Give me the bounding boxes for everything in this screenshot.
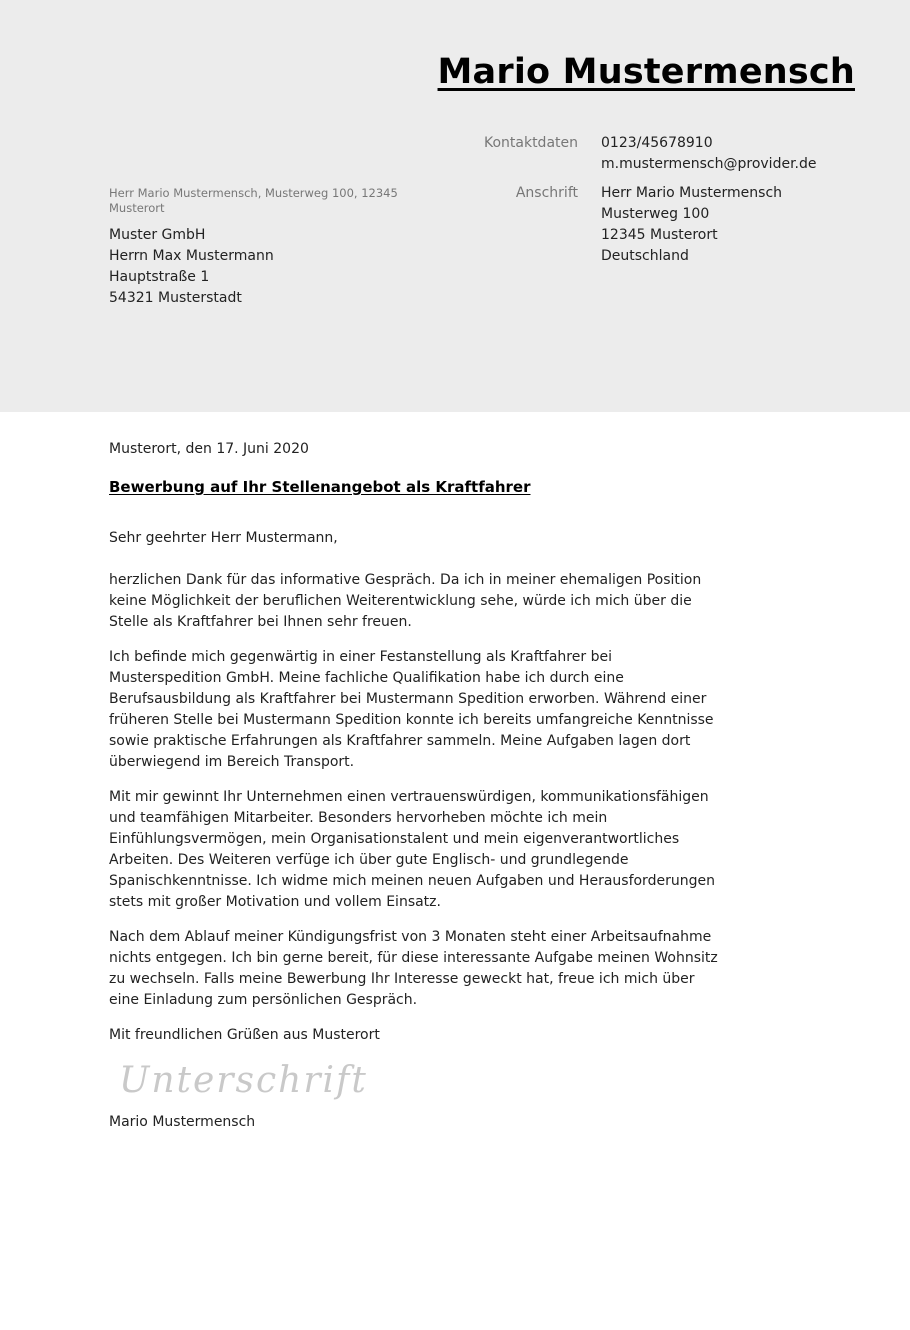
letter-date: Musterort, den 17. Juni 2020 xyxy=(109,441,309,457)
address-values xyxy=(601,183,782,267)
paragraph: Mit mir gewinnt Ihr Unternehmen einen vertrauenswürdigen, kommunikationsfähigen und teamfähigen Mitarbeiter. Besonders hervorheben möchte ich mein Einfühlungsvermögen, mein Organisationstalent und mein eigenverantwortliches Arbeiten. Des Weiteren verfüge ich über gute Englisch- und grundlegende Spanischkenntnisse. Ich widme mich meinen neuen Aufgaben und Herausforderungen stets mit großer Motivation und vollem Einsatz. xyxy=(109,789,715,910)
letter-subject: Bewerbung auf Ihr Stellenangebot als Kraftfahrer xyxy=(109,478,531,496)
phone-number: 0123/45678910 xyxy=(601,135,713,151)
address-line: Herr Mario Mustermensch xyxy=(601,185,783,201)
signer-name: Mario Mustermensch xyxy=(109,1114,256,1130)
sender-return-address: Herr Mario Mustermensch, Musterweg 100, 12345 Musterort xyxy=(109,186,398,215)
recipient-line: Muster GmbH xyxy=(109,227,206,243)
paragraph: Ich befinde mich gegenwärtig in einer Festanstellung als Kraftfahrer bei Musterspedition GmbH. Meine fachliche Qualifikation habe ich durch eine Berufsausbildung als Kraftfahrer bei Mustermann Spedition erworben. Während einer früheren Stelle bei Mustermann Spedition konnte ich bereits umfangreiche Kenntnisse sowie praktische Erfahrungen als Kraftfahrer sammeln. Meine Aufgaben lagen dort überwiegend im Bereich Transport. xyxy=(109,649,714,770)
address-line: 12345 Musterort xyxy=(601,227,718,243)
signature-placeholder: Unterschrift xyxy=(119,1060,368,1101)
paragraph: Nach dem Ablauf meiner Kündigungsfrist von 3 Monaten steht einer Arbeitsaufnahme nichts entgegen. Ich bin gerne bereit, für diese interessante Aufgabe meinen Wohnsitz zu wechseln. Falls meine Bewerbung Ihr Interesse geweckt hat, freue ich mich über eine Einladung zum persönlichen Gespräch. xyxy=(109,929,718,1008)
recipient-line: Hauptstraße 1 xyxy=(109,269,210,285)
contact-label: Kontaktdaten xyxy=(483,135,578,151)
recipient-line: 54321 Musterstadt xyxy=(109,290,242,306)
contact-row xyxy=(440,133,870,175)
address-row xyxy=(440,183,870,267)
closing: Mit freundlichen Grüßen aus Musterort xyxy=(109,1027,380,1043)
contact-values xyxy=(601,133,817,175)
letter-body xyxy=(109,439,721,1133)
salutation: Sehr geehrter Herr Mustermann, xyxy=(109,530,338,546)
address-label: Anschrift xyxy=(515,185,578,201)
paragraph: herzlichen Dank für das informative Gespräch. Da ich in meiner ehemaligen Position keine Möglichkeit der beruflichen Weiterentwicklung sehe, würde ich mich über die Stelle als Kraftfahrer bei Ihnen sehr freuen. xyxy=(109,572,702,630)
recipient-address xyxy=(109,225,274,309)
address-line: Deutschland xyxy=(601,248,689,264)
recipient-line: Herrn Max Mustermann xyxy=(109,248,274,264)
applicant-name: Mario Mustermensch xyxy=(437,52,855,92)
email-address: m.mustermensch@provider.de xyxy=(601,156,817,172)
address-line: Musterweg 100 xyxy=(601,206,710,222)
contact-block xyxy=(440,133,870,275)
